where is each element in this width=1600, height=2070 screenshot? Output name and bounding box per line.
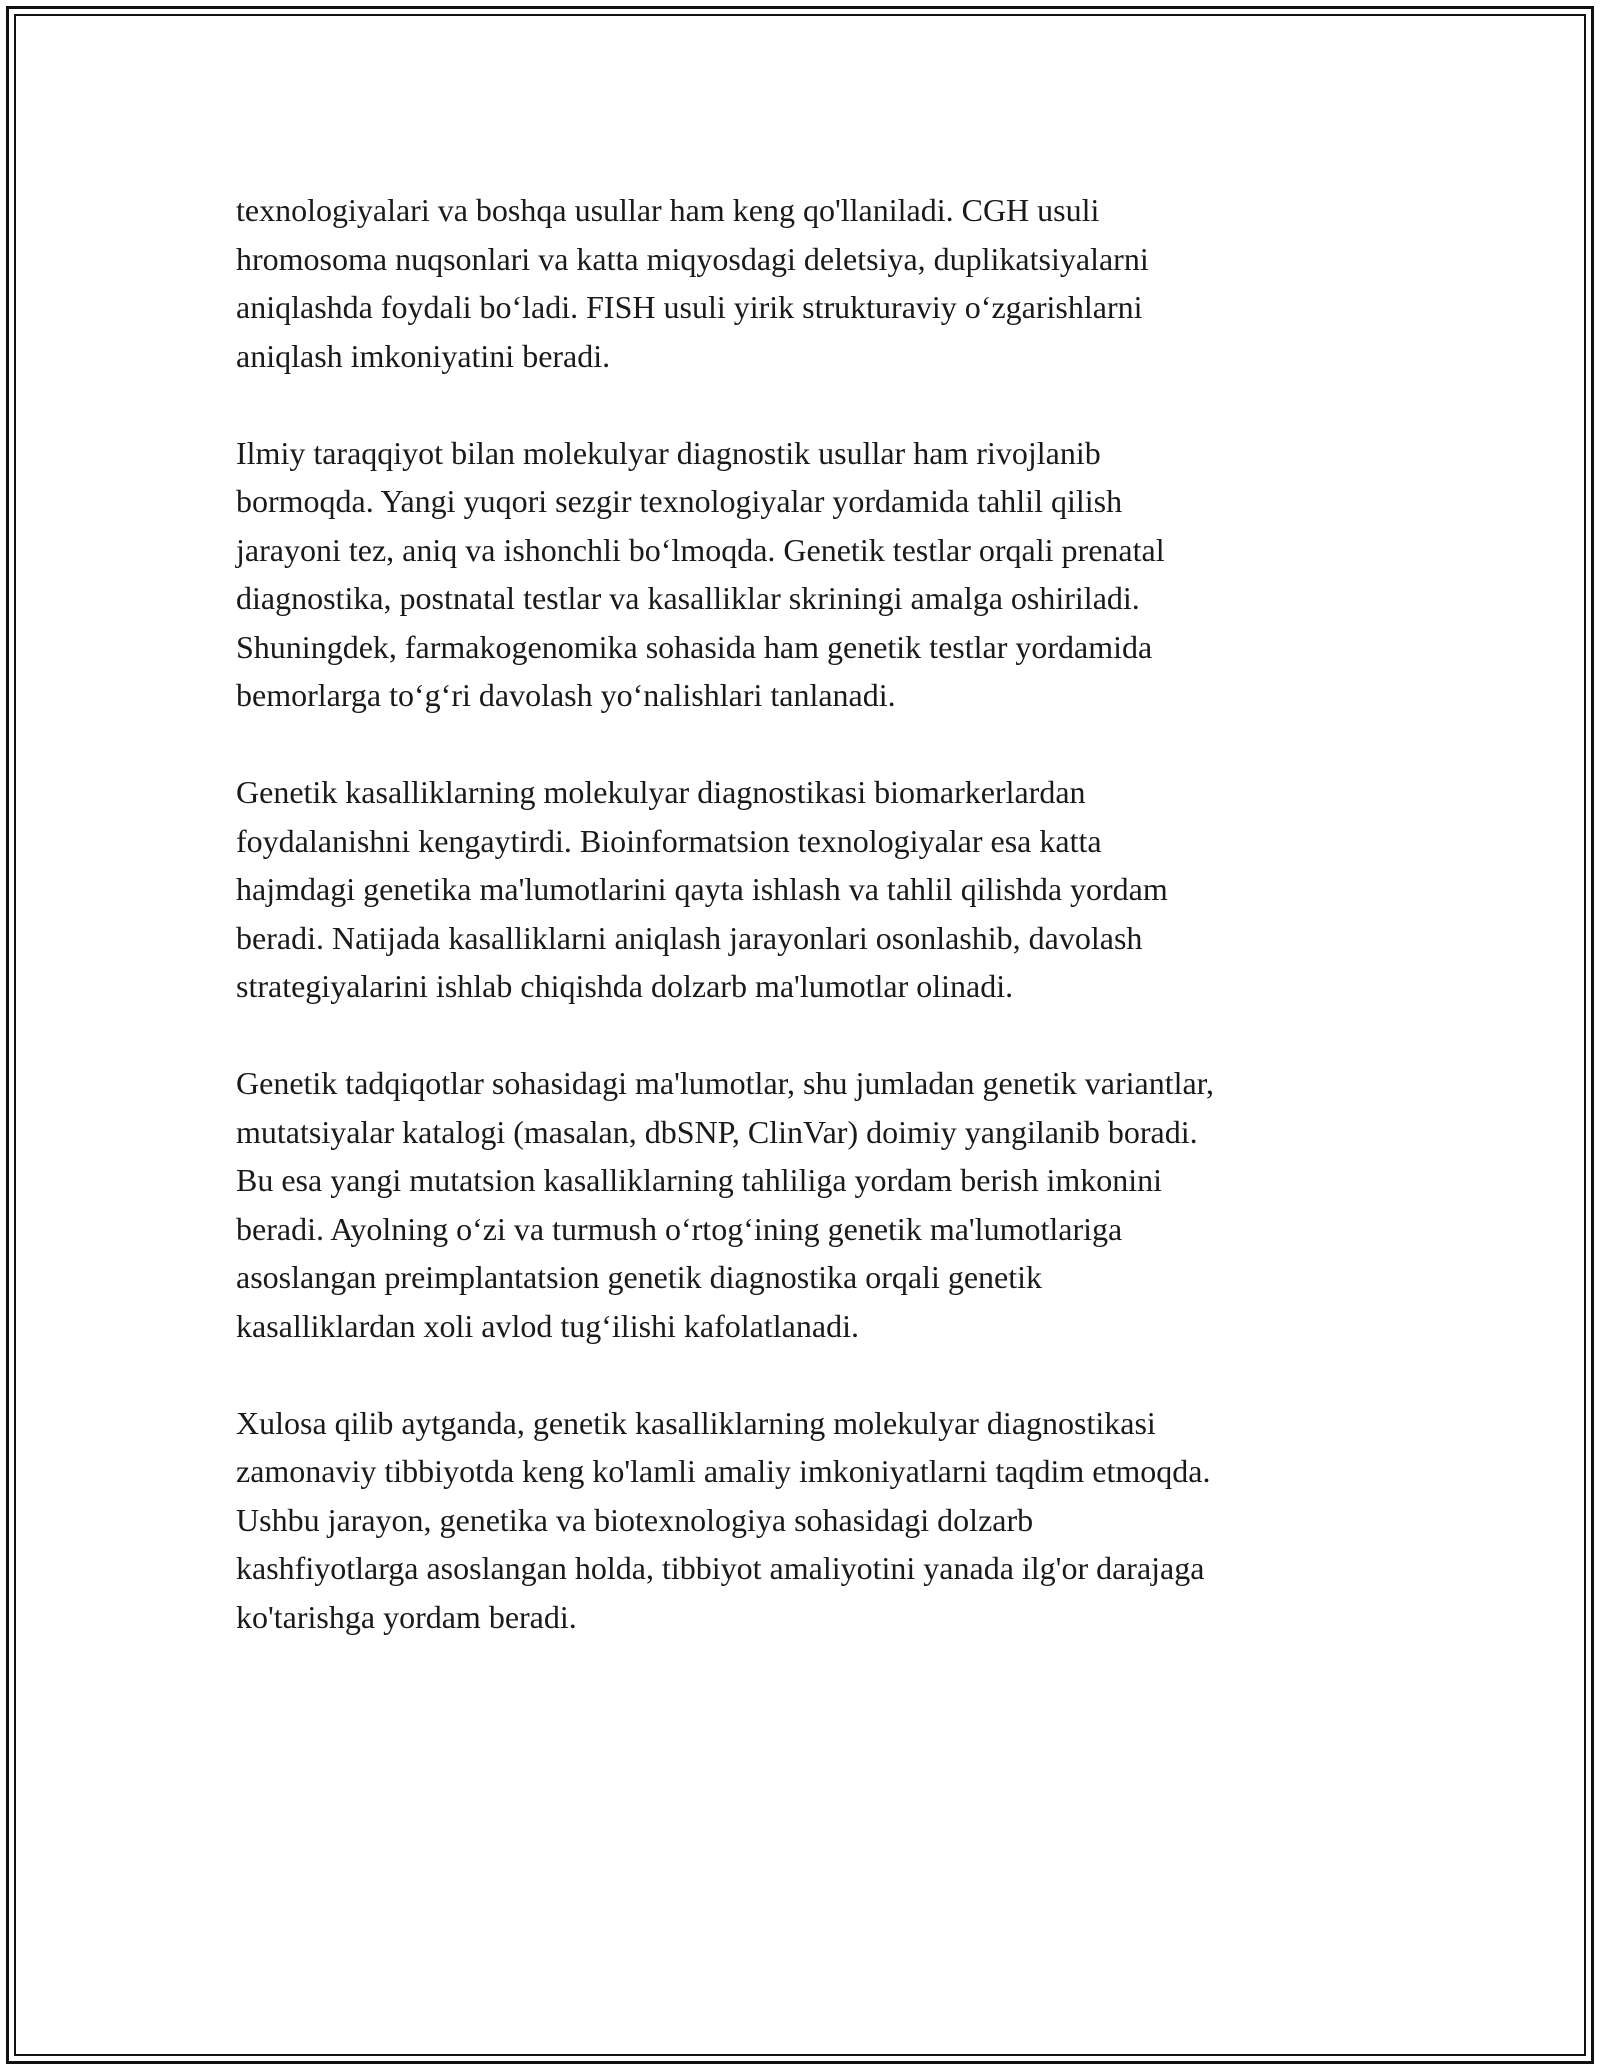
text-line: foydalanishni kengaytirdi. Bioinformatsion texnologiyalar esa katta xyxy=(236,822,1102,859)
text-line: aniqlashda foydali bo‘ladi. FISH usuli yirik strukturaviy o‘zgarishlarni xyxy=(236,289,1143,325)
text-line: hajmdagi genetika ma'lumotlarini qayta ishlash va tahlil qilishda yordam xyxy=(236,871,1168,907)
text-line: Xulosa qilib aytganda, genetik kasalliklarning molekulyar diagnostikasi xyxy=(236,1404,1156,1441)
text-line: bormoqda. Yangi yuqori sezgir texnologiyalar yordamida tahlil qilish xyxy=(236,483,1123,519)
text-line: aniqlash imkoniyatini beradi. xyxy=(236,337,611,374)
text-line: Genetik kasalliklarning molekulyar diagnostikasi biomarkerlardan xyxy=(236,774,1086,810)
text-line: diagnostika, postnatal testlar va kasalliklar skriningi amalga oshiriladi. xyxy=(236,580,1140,616)
text-line: texnologiyalari va boshqa usullar ham keng qo'llaniladi. CGH usuli xyxy=(236,192,1100,228)
text-line: beradi. Natijada kasalliklarni aniqlash jarayonlari osonlashib, davolash xyxy=(236,919,1143,956)
text-line: jarayoni tez, aniq va ishonchli bo‘lmoqda. Genetik testlar orqali prenatal xyxy=(236,531,1165,568)
paragraph-2 xyxy=(236,429,1386,720)
paragraph-4 xyxy=(236,1059,1386,1350)
text-line: kasalliklardan xoli avlod tug‘ilishi kafolatlanadi. xyxy=(236,1307,859,1344)
text-line: asoslangan preimplantatsion genetik diagnostika orqali genetik xyxy=(236,1259,1043,1295)
text-line: Shuningdek, farmakogenomika sohasida ham genetik testlar yordamida xyxy=(236,628,1153,665)
text-line: Bu esa yangi mutatsion kasalliklarning tahliliga yordam berish imkonini xyxy=(236,1162,1163,1198)
text-line: Genetik tadqiqotlar sohasidagi ma'lumotlar, shu jumladan genetik variantlar, xyxy=(236,1065,1215,1101)
document-body xyxy=(236,186,1386,1690)
text-line: Ilmiy taraqqiyot bilan molekulyar diagnostik usullar ham rivojlanib xyxy=(236,434,1101,471)
text-line: hromosoma nuqsonlari va katta miqyosdagi deletsiya, duplikatsiyalarni xyxy=(236,240,1149,277)
paragraph-5 xyxy=(236,1399,1386,1642)
text-line: mutatsiyalar katalogi (masalan, dbSNP, ClinVar) doimiy yangilanib boradi. xyxy=(236,1113,1198,1150)
text-line: bemorlarga to‘g‘ri davolash yo‘nalishlari tanlanadi. xyxy=(236,677,896,713)
text-line: ko'tarishga yordam beradi. xyxy=(236,1598,577,1635)
text-line: beradi. Ayolning o‘zi va turmush o‘rtog‘ining genetik ma'lumotlariga xyxy=(236,1210,1123,1247)
paragraph-3 xyxy=(236,768,1386,1011)
text-line: zamonaviy tibbiyotda keng ko'lamli amaliy imkoniyatlarni taqdim etmoqda. xyxy=(236,1453,1211,1489)
text-line: strategiyalarini ishlab chiqishda dolzarb ma'lumotlar olinadi. xyxy=(236,968,1014,1004)
paragraph-1 xyxy=(236,186,1386,380)
text-line: kashfiyotlarga asoslangan holda, tibbiyot amaliyotini yanada ilg'or darajaga xyxy=(236,1550,1205,1586)
text-line: Ushbu jarayon, genetika va biotexnologiya sohasidagi dolzarb xyxy=(236,1501,1034,1538)
